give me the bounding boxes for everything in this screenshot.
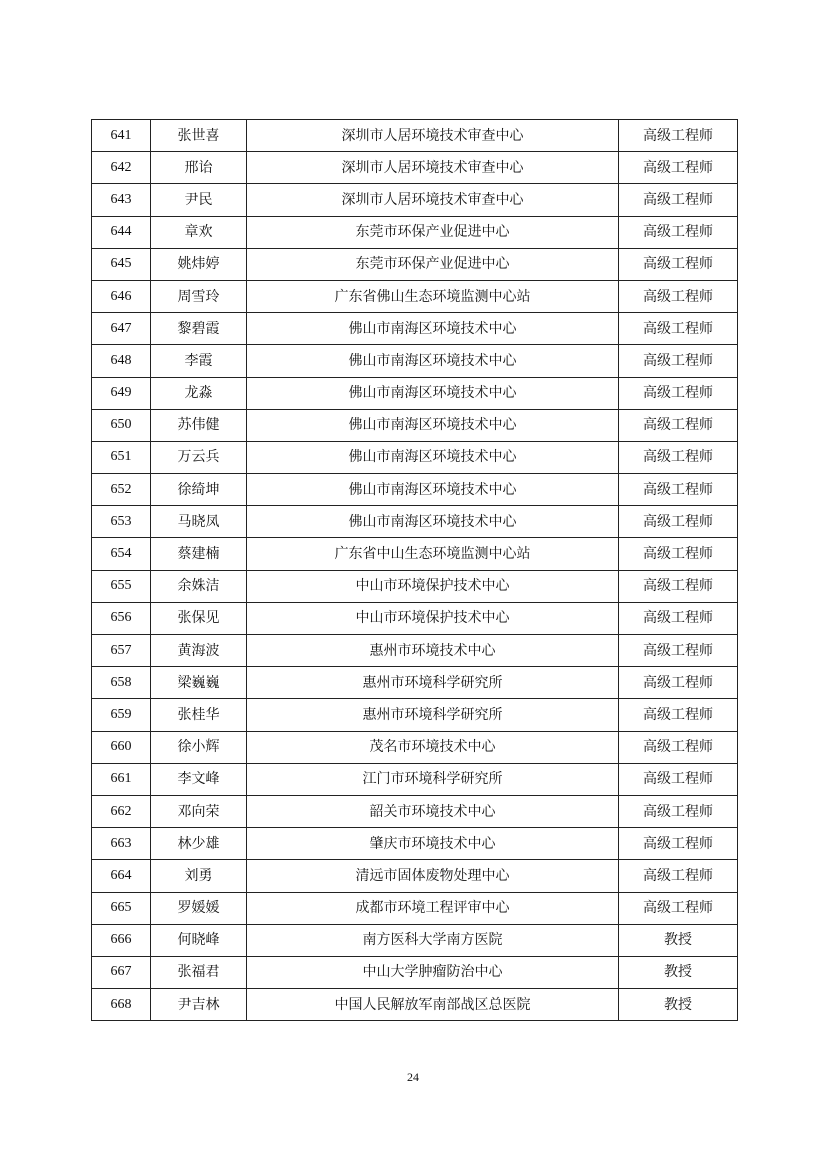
cell-number: 651 — [92, 441, 151, 473]
cell-title: 教授 — [619, 956, 738, 988]
cell-organization: 茂名市环境技术中心 — [247, 731, 619, 763]
table-row — [92, 763, 738, 795]
cell-organization: 深圳市人居环境技术审查中心 — [247, 120, 619, 152]
cell-title: 高级工程师 — [619, 763, 738, 795]
cell-name: 余姝洁 — [151, 570, 247, 602]
cell-organization: 惠州市环境科学研究所 — [247, 699, 619, 731]
table-row — [92, 795, 738, 827]
cell-title: 高级工程师 — [619, 152, 738, 184]
cell-organization: 中山大学肿瘤防治中心 — [247, 956, 619, 988]
cell-title: 高级工程师 — [619, 474, 738, 506]
table-row — [92, 699, 738, 731]
cell-name: 姚炜婷 — [151, 248, 247, 280]
table-row — [92, 216, 738, 248]
cell-number: 656 — [92, 602, 151, 634]
cell-name: 黎碧霞 — [151, 313, 247, 345]
cell-title: 高级工程师 — [619, 120, 738, 152]
cell-name: 蔡建楠 — [151, 538, 247, 570]
cell-organization: 深圳市人居环境技术审查中心 — [247, 184, 619, 216]
cell-number: 648 — [92, 345, 151, 377]
cell-title: 高级工程师 — [619, 313, 738, 345]
cell-organization: 惠州市环境科学研究所 — [247, 667, 619, 699]
table-row — [92, 602, 738, 634]
cell-number: 647 — [92, 313, 151, 345]
table-row — [92, 956, 738, 988]
cell-title: 高级工程师 — [619, 828, 738, 860]
cell-title: 高级工程师 — [619, 699, 738, 731]
table-row — [92, 989, 738, 1021]
cell-title: 高级工程师 — [619, 506, 738, 538]
cell-organization: 肇庆市环境技术中心 — [247, 828, 619, 860]
cell-name: 张桂华 — [151, 699, 247, 731]
cell-number: 653 — [92, 506, 151, 538]
cell-title: 高级工程师 — [619, 602, 738, 634]
cell-name: 龙淼 — [151, 377, 247, 409]
table-row — [92, 184, 738, 216]
table-row — [92, 924, 738, 956]
cell-title: 高级工程师 — [619, 345, 738, 377]
cell-number: 663 — [92, 828, 151, 860]
table-row — [92, 313, 738, 345]
cell-organization: 广东省中山生态环境监测中心站 — [247, 538, 619, 570]
cell-name: 李霞 — [151, 345, 247, 377]
table-row — [92, 474, 738, 506]
cell-organization: 佛山市南海区环境技术中心 — [247, 409, 619, 441]
cell-number: 664 — [92, 860, 151, 892]
cell-number: 667 — [92, 956, 151, 988]
table-row — [92, 120, 738, 152]
cell-title: 高级工程师 — [619, 892, 738, 924]
cell-number: 666 — [92, 924, 151, 956]
cell-name: 何晓峰 — [151, 924, 247, 956]
cell-number: 658 — [92, 667, 151, 699]
cell-number: 655 — [92, 570, 151, 602]
cell-name: 周雪玲 — [151, 280, 247, 312]
cell-number: 644 — [92, 216, 151, 248]
cell-name: 徐小辉 — [151, 731, 247, 763]
table-row — [92, 248, 738, 280]
cell-organization: 佛山市南海区环境技术中心 — [247, 345, 619, 377]
table-row — [92, 570, 738, 602]
table-row — [92, 506, 738, 538]
table-body — [92, 120, 738, 1021]
cell-organization: 佛山市南海区环境技术中心 — [247, 313, 619, 345]
expert-roster-table — [91, 119, 738, 1021]
cell-organization: 深圳市人居环境技术审查中心 — [247, 152, 619, 184]
cell-name: 林少雄 — [151, 828, 247, 860]
cell-name: 张保见 — [151, 602, 247, 634]
table-row — [92, 345, 738, 377]
cell-organization: 江门市环境科学研究所 — [247, 763, 619, 795]
cell-title: 高级工程师 — [619, 635, 738, 667]
cell-title: 教授 — [619, 924, 738, 956]
cell-organization: 中山市环境保护技术中心 — [247, 602, 619, 634]
cell-number: 665 — [92, 892, 151, 924]
cell-organization: 佛山市南海区环境技术中心 — [247, 474, 619, 506]
table-row — [92, 667, 738, 699]
cell-title: 高级工程师 — [619, 377, 738, 409]
cell-number: 668 — [92, 989, 151, 1021]
cell-name: 苏伟健 — [151, 409, 247, 441]
cell-title: 高级工程师 — [619, 667, 738, 699]
table-row — [92, 860, 738, 892]
cell-organization: 东莞市环保产业促进中心 — [247, 216, 619, 248]
cell-title: 高级工程师 — [619, 184, 738, 216]
cell-name: 章欢 — [151, 216, 247, 248]
cell-organization: 佛山市南海区环境技术中心 — [247, 506, 619, 538]
cell-organization: 佛山市南海区环境技术中心 — [247, 377, 619, 409]
cell-name: 尹民 — [151, 184, 247, 216]
cell-title: 高级工程师 — [619, 248, 738, 280]
cell-number: 660 — [92, 731, 151, 763]
cell-organization: 中山市环境保护技术中心 — [247, 570, 619, 602]
cell-number: 650 — [92, 409, 151, 441]
table-row — [92, 892, 738, 924]
cell-number: 652 — [92, 474, 151, 506]
cell-name: 邢诒 — [151, 152, 247, 184]
cell-name: 梁巍巍 — [151, 667, 247, 699]
cell-number: 659 — [92, 699, 151, 731]
table-row — [92, 152, 738, 184]
cell-name: 张世喜 — [151, 120, 247, 152]
cell-number: 643 — [92, 184, 151, 216]
cell-title: 高级工程师 — [619, 216, 738, 248]
cell-title: 高级工程师 — [619, 280, 738, 312]
cell-organization: 广东省佛山生态环境监测中心站 — [247, 280, 619, 312]
cell-name: 万云兵 — [151, 441, 247, 473]
table-row — [92, 441, 738, 473]
cell-name: 徐绮坤 — [151, 474, 247, 506]
cell-organization: 佛山市南海区环境技术中心 — [247, 441, 619, 473]
cell-number: 662 — [92, 795, 151, 827]
cell-organization: 惠州市环境技术中心 — [247, 635, 619, 667]
table-row — [92, 409, 738, 441]
cell-organization: 清远市固体废物处理中心 — [247, 860, 619, 892]
cell-number: 649 — [92, 377, 151, 409]
table-row — [92, 280, 738, 312]
cell-number: 657 — [92, 635, 151, 667]
cell-name: 邓向荣 — [151, 795, 247, 827]
cell-name: 罗媛媛 — [151, 892, 247, 924]
table-row — [92, 731, 738, 763]
cell-organization: 韶关市环境技术中心 — [247, 795, 619, 827]
cell-number: 654 — [92, 538, 151, 570]
cell-organization: 中国人民解放军南部战区总医院 — [247, 989, 619, 1021]
cell-number: 645 — [92, 248, 151, 280]
cell-name: 尹吉林 — [151, 989, 247, 1021]
cell-name: 马晓凤 — [151, 506, 247, 538]
cell-title: 高级工程师 — [619, 731, 738, 763]
cell-organization: 东莞市环保产业促进中心 — [247, 248, 619, 280]
cell-organization: 南方医科大学南方医院 — [247, 924, 619, 956]
table-row — [92, 377, 738, 409]
table-row — [92, 538, 738, 570]
cell-title: 高级工程师 — [619, 538, 738, 570]
table-row — [92, 635, 738, 667]
cell-name: 李文峰 — [151, 763, 247, 795]
cell-organization: 成都市环境工程评审中心 — [247, 892, 619, 924]
cell-number: 646 — [92, 280, 151, 312]
table-row — [92, 828, 738, 860]
cell-number: 642 — [92, 152, 151, 184]
cell-name: 张福君 — [151, 956, 247, 988]
cell-name: 黄海波 — [151, 635, 247, 667]
cell-title: 高级工程师 — [619, 795, 738, 827]
cell-title: 高级工程师 — [619, 570, 738, 602]
cell-number: 661 — [92, 763, 151, 795]
cell-number: 641 — [92, 120, 151, 152]
page-number: 24 — [407, 1070, 419, 1084]
cell-title: 高级工程师 — [619, 860, 738, 892]
cell-name: 刘勇 — [151, 860, 247, 892]
cell-title: 高级工程师 — [619, 441, 738, 473]
cell-title: 教授 — [619, 989, 738, 1021]
cell-title: 高级工程师 — [619, 409, 738, 441]
